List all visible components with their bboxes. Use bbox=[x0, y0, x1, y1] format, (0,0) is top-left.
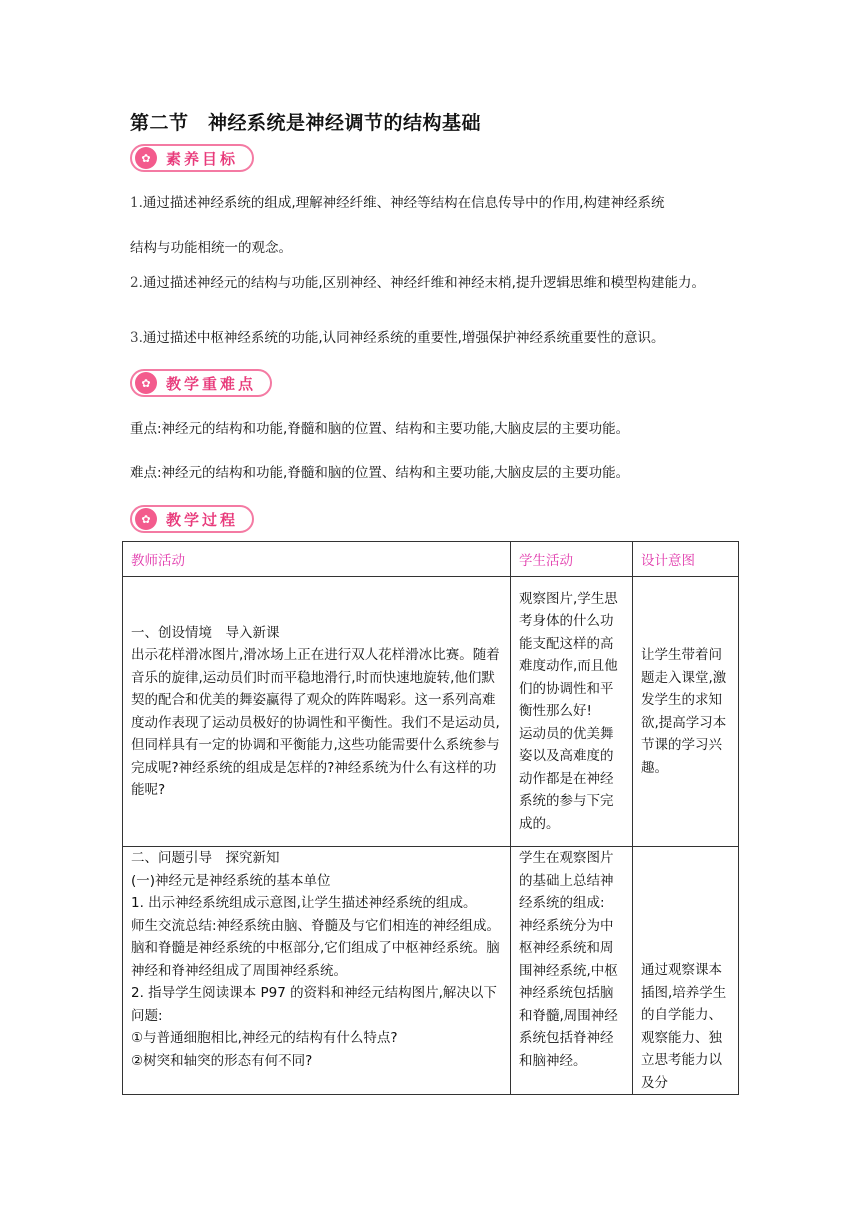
teacher-cell bbox=[123, 847, 511, 1095]
teacher-cell bbox=[123, 577, 511, 847]
cell-line: 让学生带着问题走入课堂,激发学生的求知欲,提高学习本节课的学习兴趣。 bbox=[641, 647, 727, 776]
cell-line: 2. 指导学生阅读课本 P97 的资料和神经元结构图片,解决以下问题: bbox=[131, 985, 497, 1024]
cell-line: 一、创设情境 导入新课 bbox=[131, 624, 280, 641]
header-student: 学生活动 bbox=[511, 542, 633, 577]
table-row bbox=[123, 577, 739, 847]
table-row bbox=[123, 847, 739, 1095]
goal-item-2: 2.通过描述神经元的结构与功能,区别神经、神经纤维和神经末梢,提升逻辑思维和模型构建能力。 bbox=[130, 275, 705, 291]
goal-item-1-continued: 结构与功能相统一的观念。 bbox=[130, 240, 292, 256]
header-teacher: 教师活动 bbox=[123, 542, 511, 577]
lesson-table bbox=[122, 541, 739, 1095]
student-cell bbox=[511, 577, 633, 847]
cell-line: 运动员的优美舞姿以及高难度的动作都是在神经系统的参与下完成的。 bbox=[519, 725, 614, 832]
cell-line: 观察图片,学生思考身体的什么功能支配这样的高难度动作,而且他们的协调性和平衡性那么好! bbox=[519, 590, 618, 720]
cell-line: 出示花样滑冰图片,滑冰场上正在进行双人花样滑冰比赛。随着音乐的旋律,运动员们时而平稳地滑行,时而快速地旋转,他们默契的配合和优美的舞姿赢得了观众的阵阵喝彩。这一系列高难度动作表现了运动员极好的协调性和平衡性。我们不是运动员,但同样具有一定的协调和平衡能力,这些功能需要什么系统参与完成呢?神经系统的组成是怎样的?神经系统为什么有这样的功能呢? bbox=[131, 647, 500, 798]
header-intent: 设计意图 bbox=[633, 542, 739, 577]
intent-cell bbox=[633, 847, 739, 1095]
section-label-keypoints: 教学重难点 bbox=[166, 374, 257, 393]
table-header-row bbox=[123, 542, 739, 577]
lotus-icon: ✿ bbox=[135, 147, 157, 169]
page-title: 第二节 神经系统是神经调节的结构基础 bbox=[130, 112, 482, 134]
section-badge-goals bbox=[130, 145, 254, 171]
cell-line: 师生交流总结:神经系统由脑、脊髓及与它们相连的神经组成。脑和脊髓是神经系统的中枢部分,它们组成了中枢神经系统。脑神经和脊神经组成了周围神经系统。 bbox=[131, 917, 501, 979]
student-cell bbox=[511, 847, 633, 1095]
cell-line: 学生在观察图片的基础上总结神经系统的组成: bbox=[519, 850, 614, 911]
cell-line: (一)神经元是神经系统的基本单位 bbox=[131, 872, 331, 889]
cell-line: ②树突和轴突的形态有何不同? bbox=[131, 1052, 313, 1069]
section-badge-process bbox=[130, 506, 254, 532]
difficulty-points: 难点:神经元的结构和功能,脊髓和脑的位置、结构和主要功能,大脑皮层的主要功能。 bbox=[130, 465, 630, 481]
section-badge-keypoints bbox=[130, 370, 272, 396]
lotus-icon: ✿ bbox=[135, 508, 157, 530]
cell-line: 神经系统分为中枢神经系统和周围神经系统,中枢神经系统包括脑和脊髓,周围神经系统包括脊神经和脑神经。 bbox=[519, 917, 618, 1069]
key-points: 重点:神经元的结构和功能,脊髓和脑的位置、结构和主要功能,大脑皮层的主要功能。 bbox=[130, 421, 630, 437]
goal-item-3: 3.通过描述中枢神经系统的功能,认同神经系统的重要性,增强保护神经系统重要性的意识。 bbox=[130, 330, 665, 346]
cell-line: 二、问题引导 探究新知 bbox=[131, 850, 280, 866]
cell-line: 1. 出示神经系统组成示意图,让学生描述神经系统的组成。 bbox=[131, 895, 477, 911]
section-label-goals: 素养目标 bbox=[166, 149, 239, 168]
lotus-icon: ✿ bbox=[135, 372, 157, 394]
intent-cell bbox=[633, 577, 739, 847]
cell-line: ①与普通细胞相比,神经元的结构有什么特点? bbox=[131, 1030, 398, 1046]
goal-item-1: 1.通过描述神经系统的组成,理解神经纤维、神经等结构在信息传导中的作用,构建神经系统 bbox=[130, 195, 665, 211]
section-label-process: 教学过程 bbox=[166, 510, 239, 529]
cell-line: 通过观察课本插图,培养学生的自学能力、观察能力、独立思考能力以及分 bbox=[641, 962, 727, 1091]
